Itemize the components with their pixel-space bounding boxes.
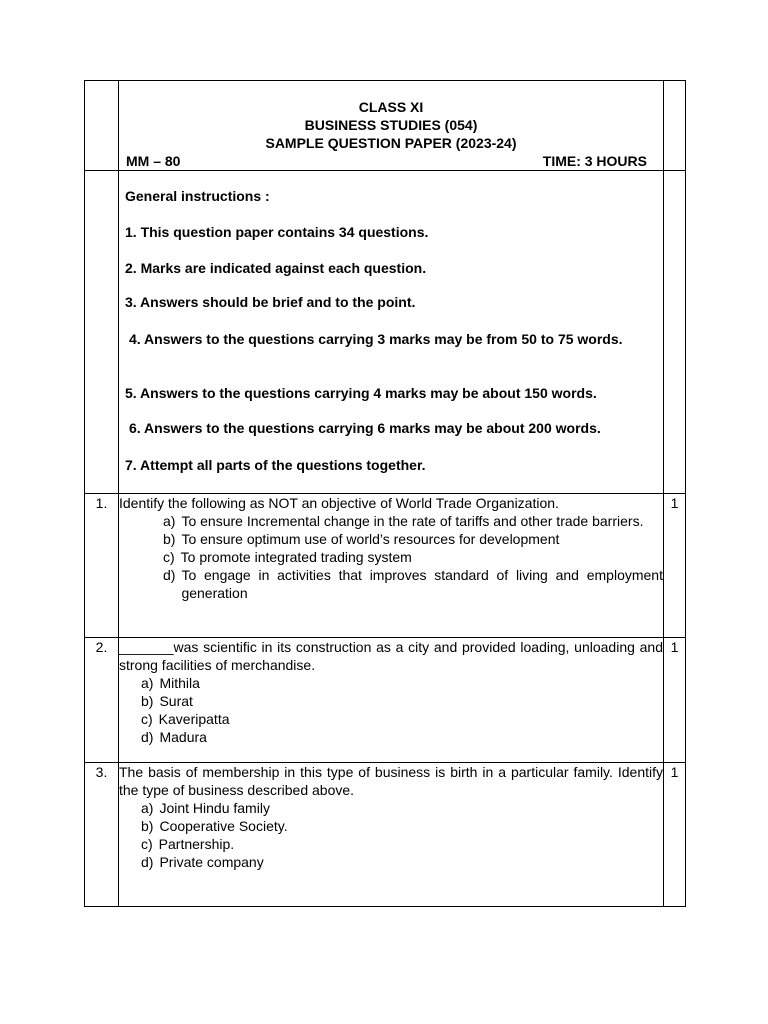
option-text: Private company <box>159 854 264 870</box>
option-letter: a) <box>163 513 176 529</box>
instruction-item: 1. This question paper contains 34 questions. <box>125 224 429 240</box>
option-item <box>141 674 663 692</box>
option-letter: c) <box>141 836 153 852</box>
header-left-cell <box>85 81 119 171</box>
option-text: To ensure Incremental change in the rate of tariffs and other trade barriers. <box>181 513 644 529</box>
option-text: Joint Hindu family <box>159 800 270 816</box>
option-text: Madura <box>159 729 207 745</box>
option-text: Mithila <box>159 675 200 691</box>
option-text: Cooperative Society. <box>159 818 288 834</box>
paper-header <box>119 81 664 171</box>
option-letter: c) <box>163 549 175 565</box>
instructions-left-cell <box>85 171 119 494</box>
question-content <box>119 763 664 907</box>
question-content <box>119 494 664 638</box>
instruction-item: 2. Marks are indicated against each question. <box>125 260 427 276</box>
general-instructions <box>119 171 664 494</box>
options-list <box>141 674 663 746</box>
option-text: Partnership. <box>158 836 235 852</box>
question-paper-table <box>84 80 686 907</box>
instructions-row <box>85 171 686 494</box>
paper-title: SAMPLE QUESTION PAPER (2023-24) <box>265 135 517 151</box>
question-number: 3. <box>85 763 119 907</box>
option-letter: b) <box>163 531 176 547</box>
question-marks: 1 <box>664 638 686 763</box>
question-content <box>119 638 664 763</box>
option-item <box>141 692 663 710</box>
option-item <box>141 817 663 835</box>
question-row <box>85 763 686 907</box>
options-list <box>163 512 663 602</box>
question-marks: 1 <box>664 494 686 638</box>
option-item <box>163 548 663 566</box>
option-letter: a) <box>141 800 154 816</box>
question-row <box>85 638 686 763</box>
instructions-title: General instructions : <box>125 188 270 204</box>
option-item <box>141 710 663 728</box>
option-item <box>141 853 663 871</box>
max-marks: MM – 80 <box>126 153 181 169</box>
time-allowed: TIME: 3 HOURS <box>542 153 647 169</box>
option-letter: d) <box>141 854 154 870</box>
question-text: The basis of membership in this type of business is birth in a particular family. Identify the type of business described above. <box>119 764 663 798</box>
instructions-right-cell <box>664 171 686 494</box>
question-text: _______was scientific in its construction as a city and provided loading, unloading and strong facilities of merchandise. <box>119 639 663 673</box>
question-row <box>85 494 686 638</box>
option-text: To engage in activities that improves standard of living and employment generation <box>181 567 663 601</box>
option-item <box>163 566 663 602</box>
option-letter: b) <box>141 693 154 709</box>
instruction-item: 7. Attempt all parts of the questions together. <box>125 457 426 473</box>
class-label: CLASS XI <box>358 99 424 115</box>
option-text: Surat <box>159 693 193 709</box>
option-letter: b) <box>141 818 154 834</box>
question-number: 2. <box>85 638 119 763</box>
option-letter: d) <box>141 729 154 745</box>
options-list <box>141 799 663 871</box>
question-marks: 1 <box>664 763 686 907</box>
option-text: Kaveripatta <box>158 711 230 727</box>
option-letter: d) <box>163 567 176 583</box>
option-text: To promote integrated trading system <box>180 549 412 565</box>
instruction-item: 6. Answers to the questions carrying 6 marks may be about 200 words. <box>129 420 601 436</box>
option-item <box>163 512 663 530</box>
instruction-item: 3. Answers should be brief and to the point. <box>125 294 416 310</box>
header-row <box>85 81 686 171</box>
instruction-item: 4. Answers to the questions carrying 3 marks may be from 50 to 75 words. <box>129 331 623 347</box>
header-right-cell <box>664 81 686 171</box>
option-letter: a) <box>141 675 154 691</box>
option-item <box>141 799 663 817</box>
instruction-item: 5. Answers to the questions carrying 4 marks may be about 150 words. <box>125 385 597 401</box>
option-item <box>163 530 663 548</box>
option-item <box>141 835 663 853</box>
question-text: Identify the following as NOT an objective of World Trade Organization. <box>119 495 559 511</box>
option-item <box>141 728 663 746</box>
subject-title: BUSINESS STUDIES (054) <box>304 117 478 133</box>
option-text: To ensure optimum use of world’s resources for development <box>181 531 560 547</box>
question-number: 1. <box>85 494 119 638</box>
option-letter: c) <box>141 711 153 727</box>
